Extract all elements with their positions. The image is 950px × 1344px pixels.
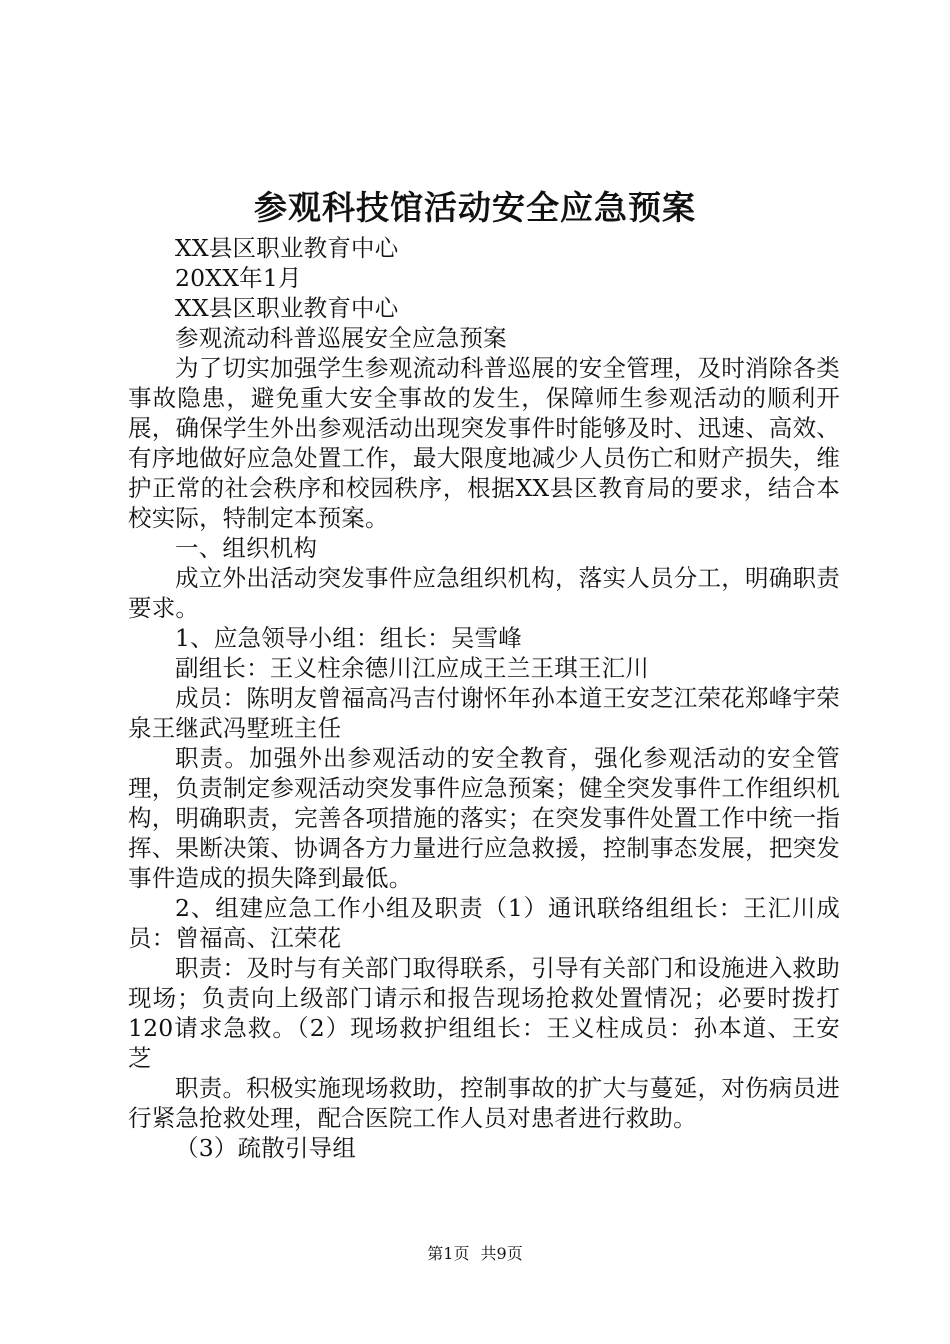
- paragraph-deputy-leaders: 副组长：王义柱余德川江应成王兰王琪王汇川: [175, 654, 649, 682]
- paragraph-duties-rescue: 职责。积极实施现场救助，控制事故的扩大与蔓延，对伤病员进行紧急抢救处理，配合医院工作人员对患者进行救助。: [128, 1074, 840, 1132]
- paragraph-leader-group: 1、应急领导小组：组长：吴雪峰: [175, 624, 522, 652]
- section-heading-organization: 一、组织机构: [175, 534, 318, 562]
- paragraph-intro: 为了切实加强学生参观流动科普巡展的安全管理，及时消除各类事故隐患，避免重大安全事故的发生，保障师生参观活动的顺利开展，确保学生外出参观活动出现突发事件时能够及时、迅速、高效、有序地做好应急处置工作，最大限度地减少人员伤亡和财产损失，维护正常的社会秩序和校园秩序，根据XX县区教育局的要求，结合本校实际，特制定本预案。: [128, 354, 840, 532]
- paragraph-work-groups: 2、组建应急工作小组及职责（1）通讯联络组组长：王汇川成员：曾福高、江荣花: [128, 894, 840, 952]
- document-body: [128, 233, 840, 1163]
- paragraph-subtitle: 参观流动科普巡展安全应急预案: [175, 324, 507, 352]
- document-title: 参观科技馆活动安全应急预案: [254, 188, 696, 227]
- paragraph-org-name-repeat: XX县区职业教育中心: [175, 294, 399, 322]
- paragraph-organization: 成立外出活动突发事件应急组织机构，落实人员分工，明确职责要求。: [128, 564, 840, 622]
- paragraph-duties-communication: 职责：及时与有关部门取得联系，引导有关部门和设施进入救助现场；负责向上级部门请示和报告现场抢救处置情况；必要时拨打120请求急救。（2）现场救护组组长：王义柱成员：孙本道、王安芝: [128, 954, 840, 1072]
- paragraph-members: 成员：陈明友曾福高冯吉付谢怀年孙本道王安芝江荣花郑峰宇荣泉王继武冯墅班主任: [128, 684, 840, 742]
- paragraph-evacuation-group: （3）疏散引导组: [175, 1134, 357, 1162]
- paragraph-date: 20XX年1月: [175, 264, 302, 292]
- paragraph-org-name: XX县区职业教育中心: [175, 234, 399, 262]
- paragraph-duties-leadership: 职责。加强外出参观活动的安全教育，强化参观活动的安全管理，负责制定参观活动突发事件应急预案；健全突发事件工作组织机构，明确职责，完善各项措施的落实；在突发事件处置工作中统一指挥、果断决策、协调各方力量进行应急救援，控制事态发展，把突发事件造成的损失降到最低。: [128, 744, 840, 892]
- page-footer: 第1页 共9页: [427, 1244, 523, 1263]
